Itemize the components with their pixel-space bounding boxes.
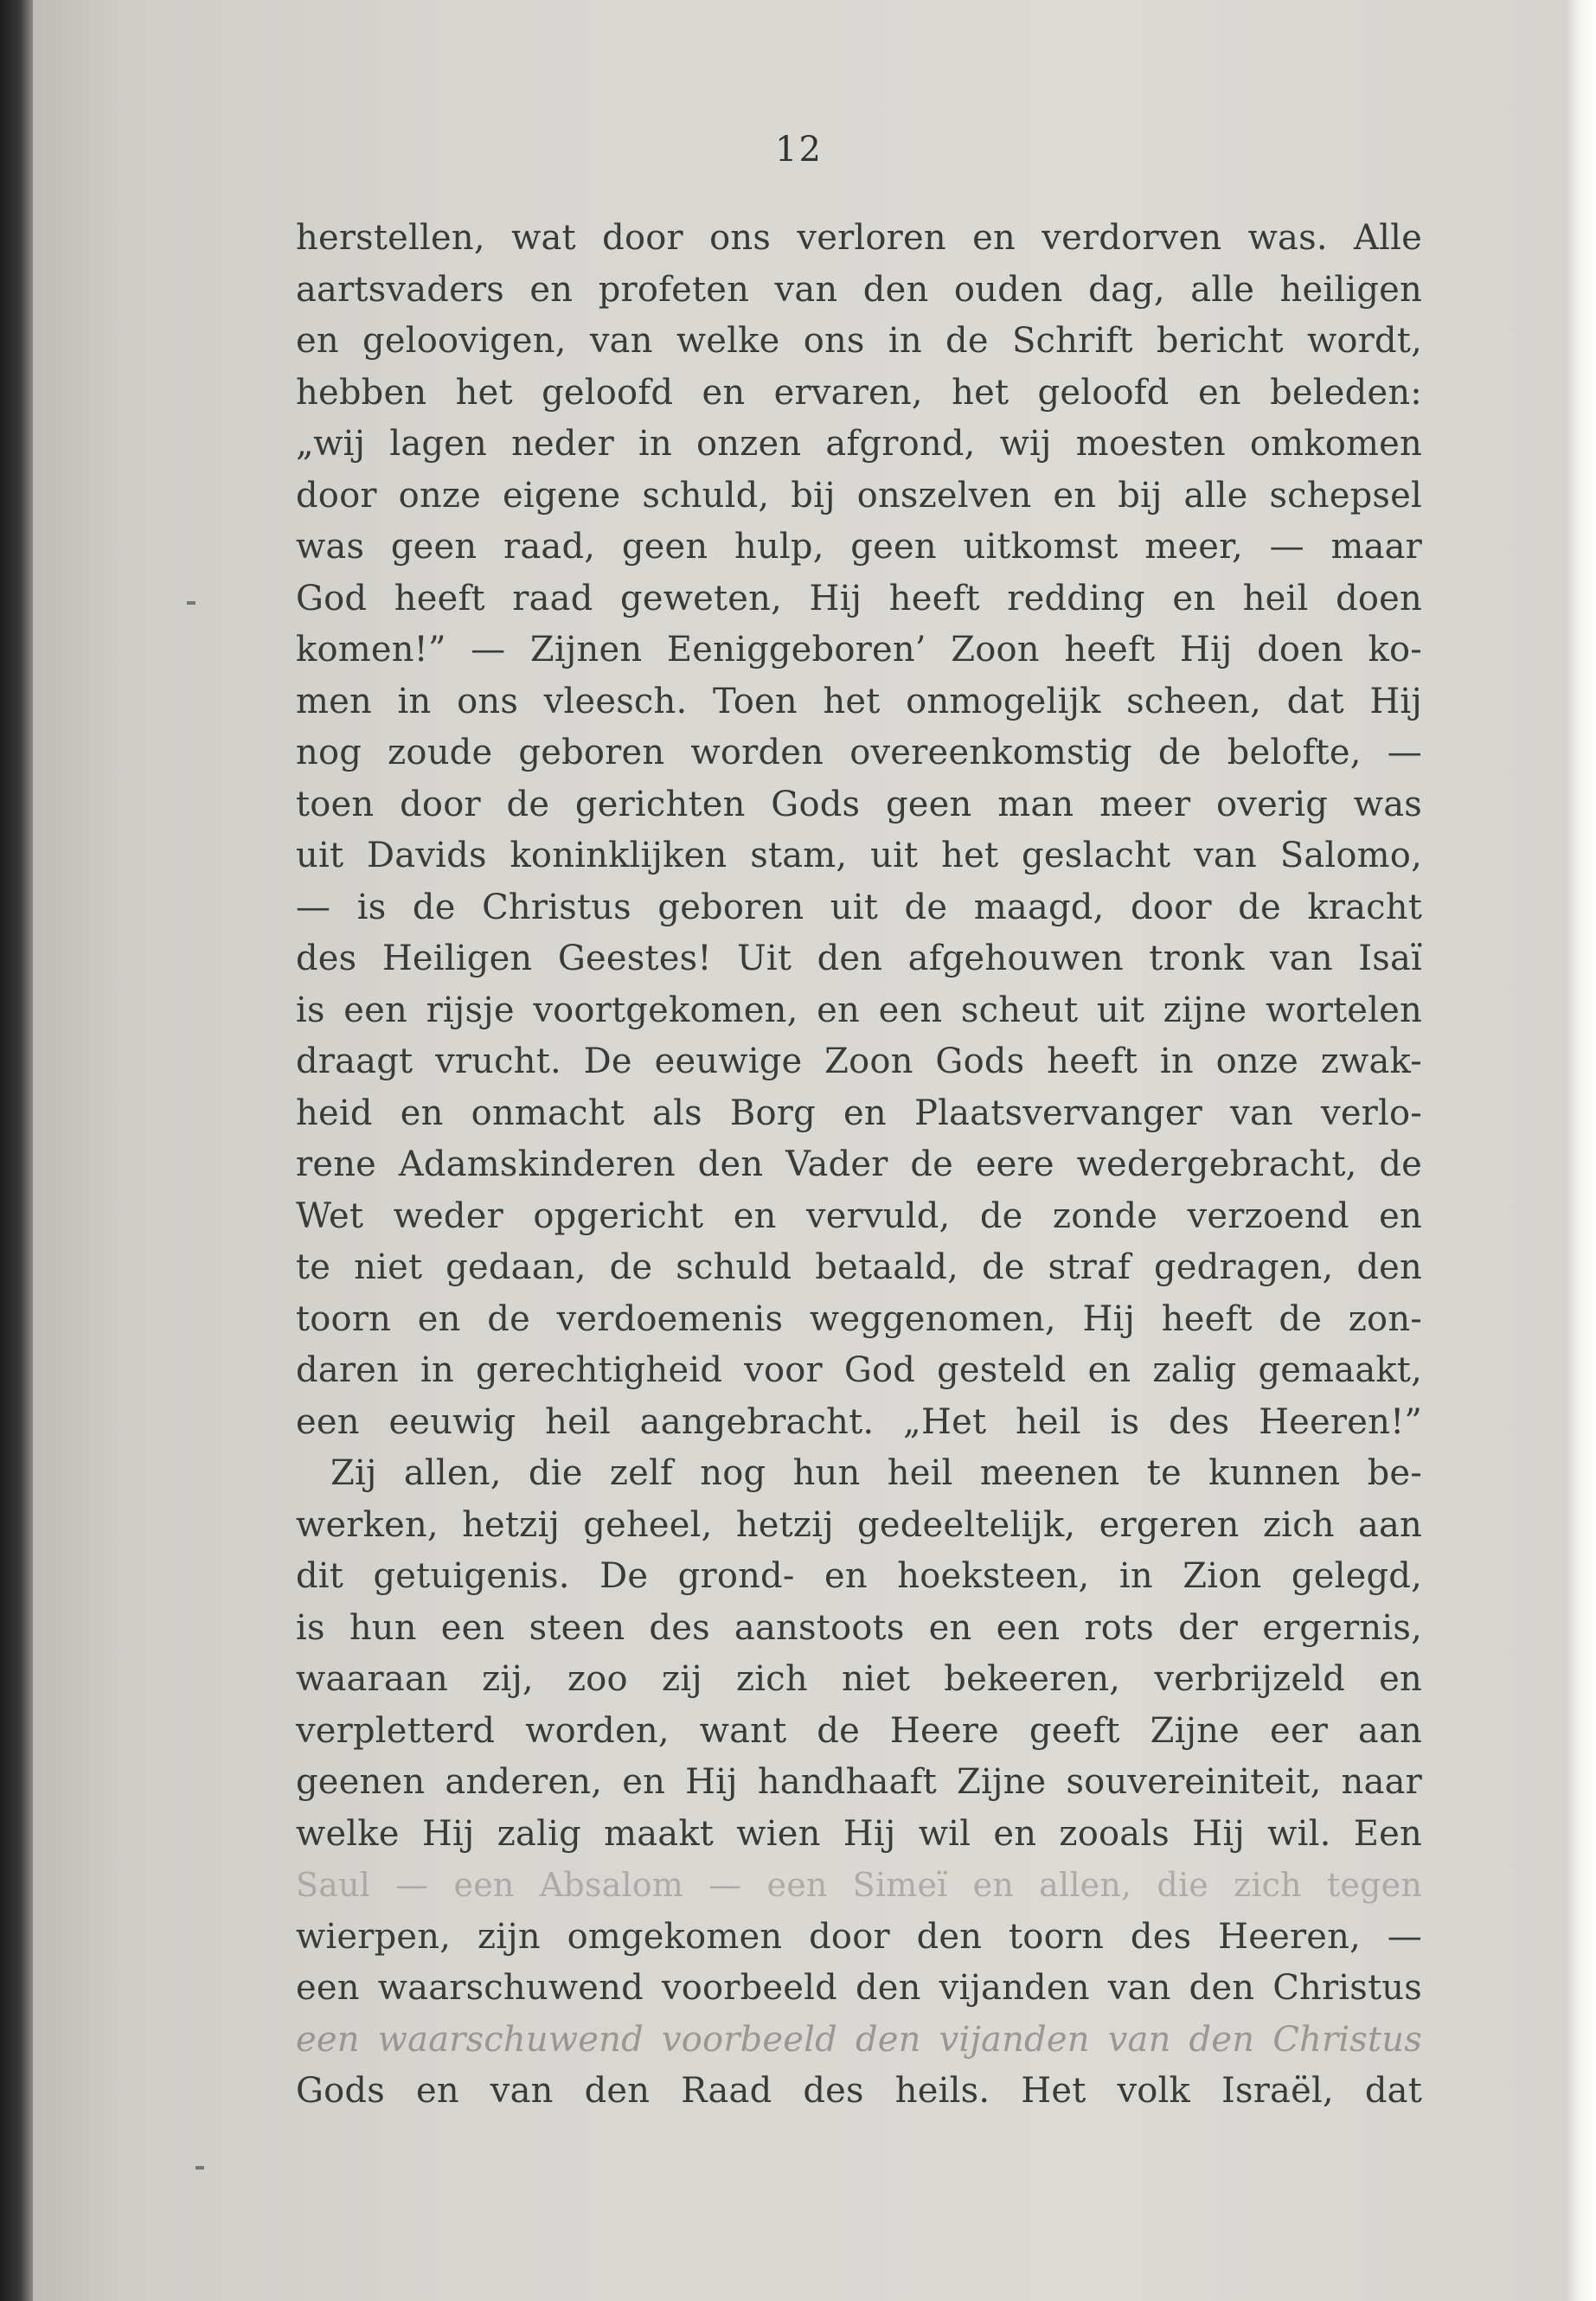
- text-line: en geloovigen, van welke ons in de Schrift bericht wordt,: [296, 321, 1422, 361]
- text-line: God heeft raad geweten, Hij heeft redding en heil doen: [296, 578, 1422, 619]
- text-line-smudged: Saul — een Absalom — een Simeï en allen, die zich tegen: [296, 1866, 1422, 1904]
- text-line: Gods en van den Raad des heils. Het volk Israël, dat: [296, 2071, 1422, 2111]
- text-line: geenen anderen, en Hij handhaaft Zijne souvereiniteit, naar: [296, 1762, 1422, 1802]
- page-number: 12: [775, 130, 823, 170]
- book-page: [33, 0, 1565, 2301]
- text-line: draagt vrucht. De eeuwige Zoon Gods heeft in onze zwak-: [296, 1042, 1422, 1081]
- text-line: wierpen, zijn omgekomen door den toorn des Heeren, —: [296, 1916, 1422, 1957]
- text-line: dit getuigenis. De grond- en hoeksteen, in Zion gelegd,: [296, 1556, 1422, 1596]
- text-line: door onze eigene schuld, bij onszelven en bij alle schepsel: [296, 475, 1422, 516]
- text-line: een waarschuwend voorbeeld den vijanden van den Christus: [296, 1968, 1422, 2008]
- text-line: uit Davids koninklijken stam, uit het geslacht van Salomo,: [296, 836, 1422, 875]
- text-line: welke Hij zalig maakt wien Hij wil en zooals Hij wil. Een: [296, 1813, 1422, 1854]
- text-line: aartsvaders en profeten van den ouden dag, alle heiligen: [296, 269, 1422, 310]
- text-line: is een rijsje voortgekomen, en een scheut uit zijne wortelen: [296, 990, 1422, 1030]
- text-line: waaraan zij, zoo zij zich niet bekeeren, verbrijzeld en: [296, 1659, 1422, 1699]
- text-line-ghost-impression: een waarschuwend voorbeeld den vijanden van den Christus: [296, 2019, 1422, 2060]
- text-line: — is de Christus geboren uit de maagd, door de kracht: [296, 887, 1422, 927]
- text-line: werken, hetzij geheel, hetzij gedeeltelijk, ergeren zich aan: [296, 1504, 1422, 1545]
- text-line: was geen raad, geen hulp, geen uitkomst meer, — maar: [296, 527, 1422, 567]
- scan-binding-edge: [0, 0, 33, 2301]
- body-text: [296, 213, 1422, 2118]
- text-line: Wet weder opgericht en vervuld, de zonde verzoend en: [296, 1195, 1422, 1236]
- text-line: „wij lagen neder in onzen afgrond, wij moesten omkomen: [296, 424, 1422, 464]
- text-line-paragraph-start: Zij allen, die zelf nog hun heil meenen te kunnen be-: [330, 1453, 1422, 1493]
- print-speck: [195, 2166, 204, 2170]
- scan-right-edge: [1565, 0, 1596, 2301]
- text-line: des Heiligen Geestes! Uit den afgehouwen tronk van Isaï: [296, 939, 1422, 978]
- text-line: een eeuwig heil aangebracht. „Het heil is des Heeren!”: [296, 1401, 1422, 1442]
- text-line: toorn en de verdoemenis weggenomen, Hij heeft de zon-: [296, 1298, 1422, 1339]
- text-line: is hun een steen des aanstoots en een rots der ergernis,: [296, 1607, 1422, 1648]
- text-line: heid en onmacht als Borg en Plaatsvervanger van verlo-: [296, 1093, 1422, 1133]
- text-line: daren in gerechtigheid voor God gesteld en zalig gemaakt,: [296, 1350, 1422, 1390]
- text-line: te niet gedaan, de schuld betaald, de straf gedragen, den: [296, 1247, 1422, 1287]
- text-line: verpletterd worden, want de Heere geeft Zijne eer aan: [296, 1710, 1422, 1751]
- text-line: rene Adamskinderen den Vader de eere wedergebracht, de: [296, 1144, 1422, 1184]
- text-line: komen!” — Zijnen Eeniggeboren’ Zoon heeft Hij doen ko-: [296, 630, 1422, 670]
- text-line: herstellen, wat door ons verloren en verdorven was. Alle: [296, 218, 1422, 258]
- text-line: hebben het geloofd en ervaren, het geloofd en beleden:: [296, 372, 1422, 413]
- print-speck: [187, 601, 195, 605]
- text-line: toen door de gerichten Gods geen man meer overig was: [296, 784, 1422, 824]
- text-line: men in ons vleesch. Toen het onmogelijk scheen, dat Hij: [296, 681, 1422, 721]
- text-line: nog zoude geboren worden overeenkomstig de belofte, —: [296, 733, 1422, 772]
